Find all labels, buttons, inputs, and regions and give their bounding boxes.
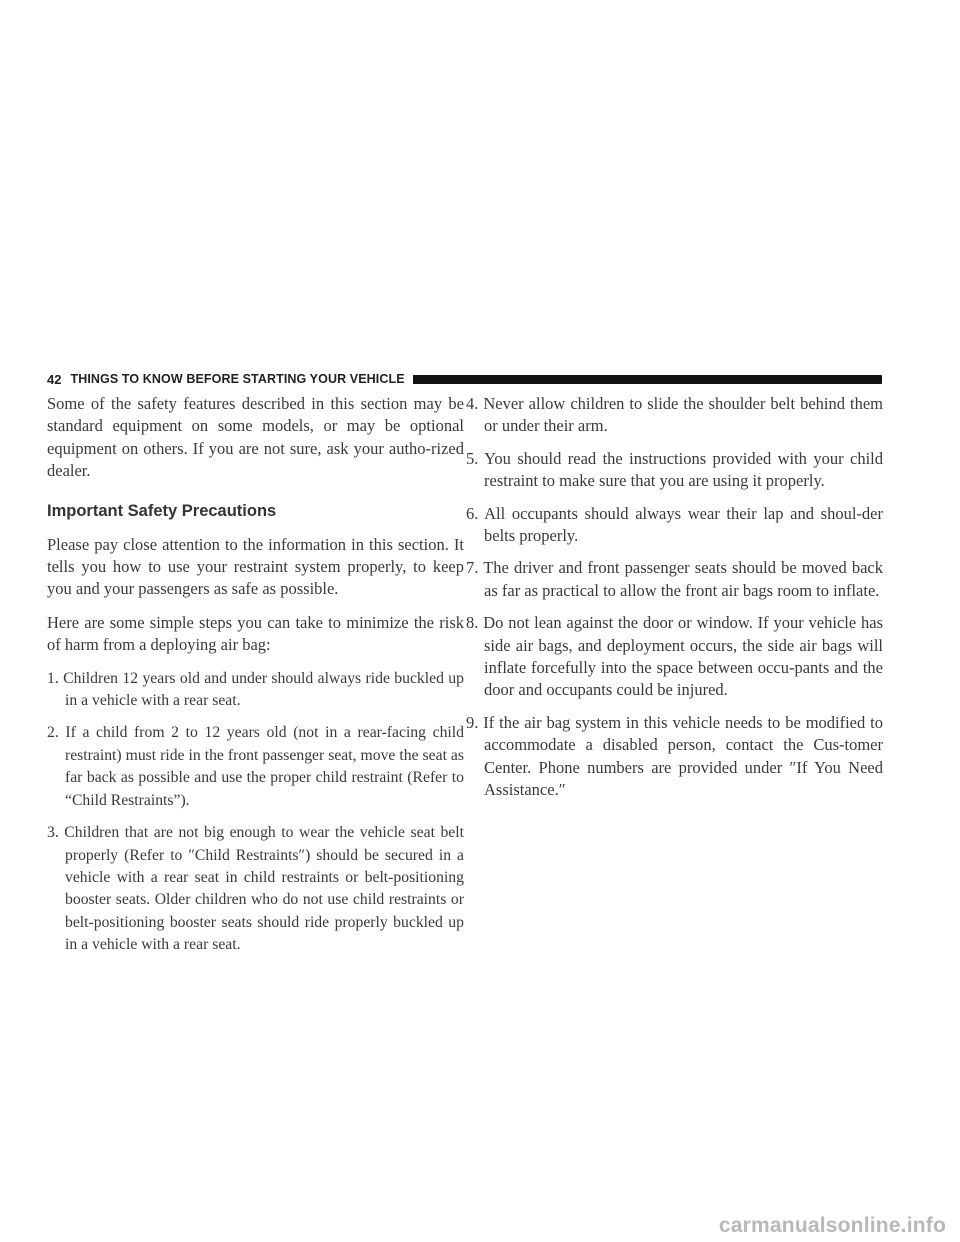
list-item: 7. The driver and front passenger seats should be moved back as far as practical to allow the front air bags room to inflate. xyxy=(466,558,883,600)
list-item: 5. You should read the instructions provided with your child restraint to make sure that you are using it properly. xyxy=(466,448,883,491)
page-header xyxy=(47,371,882,387)
section-title: THINGS TO KNOW BEFORE STARTING YOUR VEHICLE xyxy=(70,372,405,386)
precautions-list-right xyxy=(466,393,883,802)
precautions-list-left xyxy=(47,668,464,957)
list-item: 9. If the air bag system in this vehicle needs to be modified to accommodate a disabled person, contact the Cus-tomer Center. Phone numbers are provided under ″If You Need Assistance.″ xyxy=(466,712,883,800)
list-item: 8. Do not lean against the door or window. If your vehicle has side air bags, and deployment occurs, the side air bags will inflate forcefully into the space between occu-pants and the door and occupants could be injured. xyxy=(466,613,883,700)
section-heading: Important Safety Precautions xyxy=(47,501,277,520)
left-column xyxy=(47,393,464,967)
list-item: 6. All occupants should always wear their lap and shoul-der belts properly. xyxy=(466,503,883,546)
list-item: 4. Never allow children to slide the shoulder belt behind them or under their arm. xyxy=(466,394,883,436)
list-item: 3. Children that are not big enough to wear the vehicle seat belt properly (Refer to ″Child Restraints″) should be secured in a vehicle with a rear seat in child restraints or belt-positioning booster seats. Older children who do not use child restraints or belt-positioning booster seats should ride properly buckled up in a vehicle with a rear seat. xyxy=(47,824,464,954)
list-item: 2. If a child from 2 to 12 years old (not in a rear-facing child restraint) must ride in the front passenger seat, move the seat as far back as possible and use the proper child restraint (Refer to “Child Restraints”). xyxy=(47,724,464,809)
page-number: 42 xyxy=(47,371,62,387)
list-item: 1. Children 12 years old and under should always ride buckled up in a vehicle with a rear seat. xyxy=(47,669,464,710)
header-rule xyxy=(413,375,882,384)
intro-paragraph: Some of the safety features described in this section may be standard equipment on some models, or may be optional equipment on others. If you are not sure, ask your autho-rized dealer. xyxy=(47,394,464,481)
body-paragraph-1: Please pay close attention to the information in this section. It tells you how to use your restraint system properly, to keep you and your passengers as safe as possible. xyxy=(47,534,464,599)
right-column xyxy=(466,393,883,812)
watermark: carmanualsonline.info xyxy=(718,1214,946,1237)
body-paragraph-2: Here are some simple steps you can take to minimize the risk of harm from a deploying air bag: xyxy=(47,612,464,655)
